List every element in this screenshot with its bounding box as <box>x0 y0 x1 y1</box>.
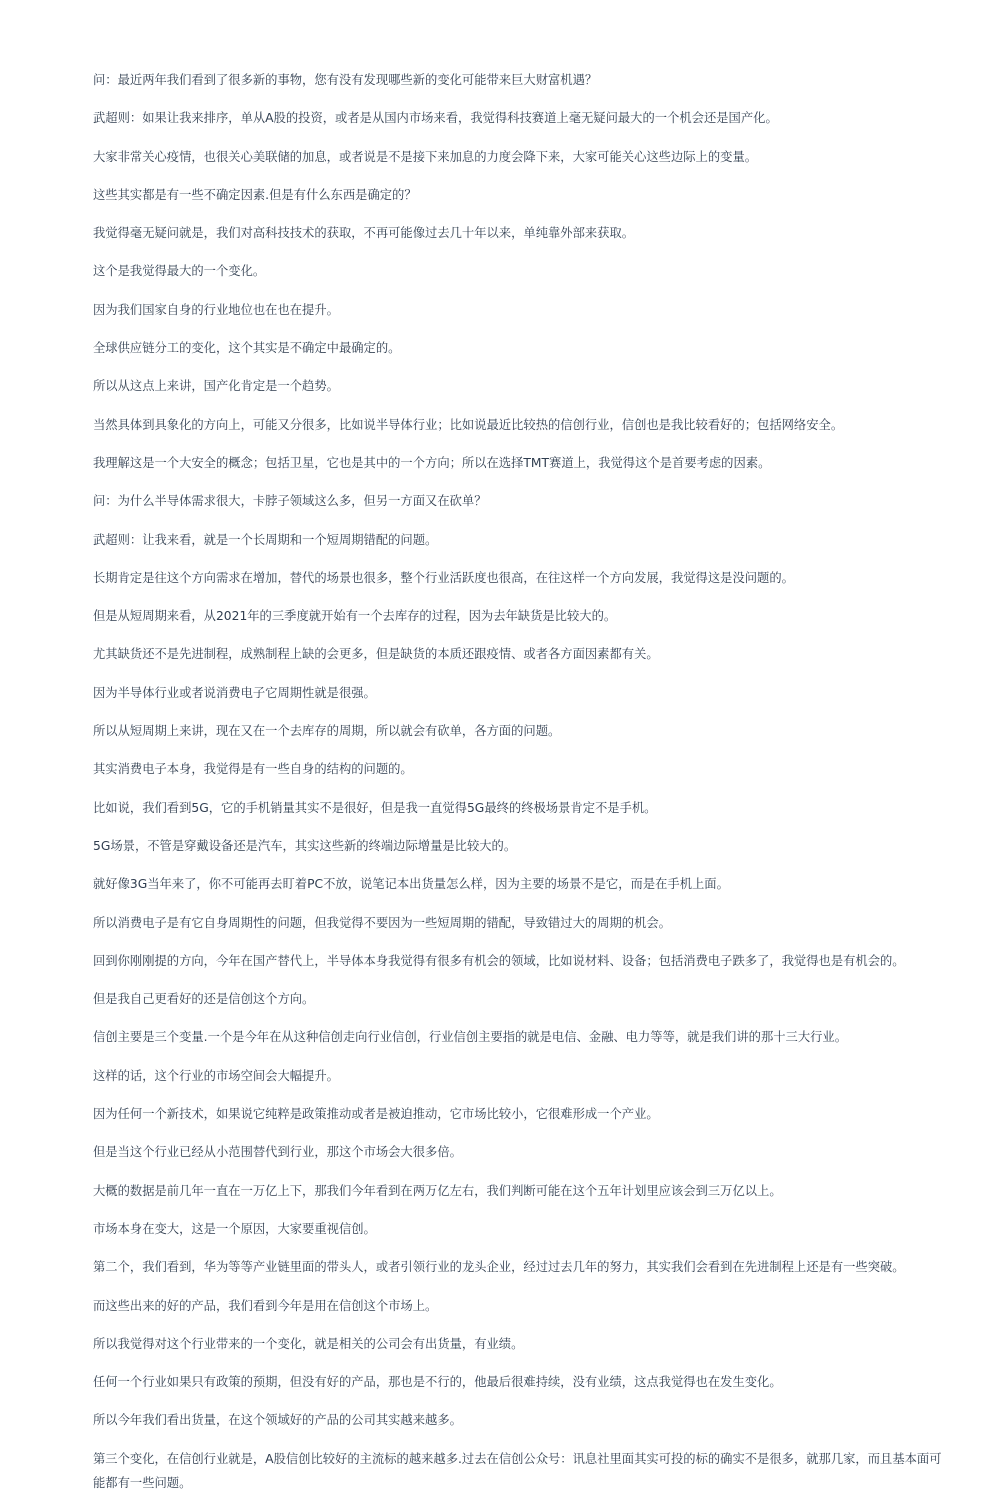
paragraph: 大概的数据是前几年一直在一万亿上下，那我们今年看到在两万亿左右，我们判断可能在这个五年计划里应该会到三万亿以上。 <box>93 1183 782 1198</box>
paragraph: 我觉得毫无疑问就是，我们对高科技技术的获取，不再可能像过去几十年以来，单纯靠外部来获取。 <box>93 226 635 241</box>
paragraph: 任何一个行业如果只有政策的预期，但没有好的产品，那也是不行的，他最后很难持续，没有业绩，这点我觉得也在发生变化。 <box>93 1375 782 1390</box>
paragraph: 所以消费电子是有它自身周期性的问题，但我觉得不要因为一些短周期的错配，导致错过大的周期的机会。 <box>93 915 671 930</box>
paragraph: 回到你刚刚提的方向，今年在国产替代上，半导体本身我觉得有很多有机会的领域，比如说材料、设备；包括消费电子跌多了，我觉得也是有机会的。 <box>93 953 905 968</box>
paragraph: 5G场景，不管是穿戴设备还是汽车，其实这些新的终端边际增量是比较大的。 <box>93 838 517 853</box>
paragraph-answer-1: 武超则：如果让我来排序，单从A股的投资，或者是从国内市场来看，我觉得科技赛道上毫无疑问最大的一个机会还是国产化。 <box>93 111 778 126</box>
paragraph: 但是当这个行业已经从小范围替代到行业，那这个市场会大很多倍。 <box>93 1145 462 1160</box>
paragraph: 我理解这是一个大安全的概念；包括卫星，它也是其中的一个方向；所以在选择TMT赛道上，我觉得这个是首要考虑的因素。 <box>93 455 771 470</box>
paragraph: 所以今年我们看出货量，在这个领域好的产品的公司其实越来越多。 <box>93 1413 462 1428</box>
paragraph: 所以我觉得对这个行业带来的一个变化，就是相关的公司会有出货量，有业绩。 <box>93 1336 524 1351</box>
paragraph-answer-2: 武超则：让我来看，就是一个长周期和一个短周期错配的问题。 <box>93 532 438 547</box>
paragraph: 因为半导体行业或者说消费电子它周期性就是很强。 <box>93 685 376 700</box>
paragraph: 当然具体到具象化的方向上，可能又分很多，比如说半导体行业；比如说最近比较热的信创行业，信创也是我比较看好的；包括网络安全。 <box>93 417 844 432</box>
paragraph: 比如说，我们看到5G，它的手机销量其实不是很好，但是我一直觉得5G最终的终极场景肯定不是手机。 <box>93 800 657 815</box>
paragraph: 第二个，我们看到，华为等等产业链里面的带头人，或者引领行业的龙头企业，经过过去几年的努力，其实我们会看到在先进制程上还是有一些突破。 <box>93 1260 905 1275</box>
paragraph-question-1: 问：最近两年我们看到了很多新的事物，您有没有发现哪些新的变化可能带来巨大财富机遇？ <box>93 73 598 87</box>
paragraph: 全球供应链分工的变化，这个其实是不确定中最确定的。 <box>93 341 401 356</box>
paragraph: 所以从这点上来讲，国产化肯定是一个趋势。 <box>93 379 339 394</box>
document-body <box>93 68 945 1509</box>
paragraph: 所以从短周期上来讲，现在又在一个去库存的周期，所以就会有砍单，各方面的问题。 <box>93 724 561 739</box>
paragraph: 信创主要是三个变量.一个是今年在从这种信创走向行业信创，行业信创主要指的就是电信、金融、电力等等，就是我们讲的那十三大行业。 <box>93 1030 848 1045</box>
paragraph: 因为我们国家自身的行业地位也在也在提升。 <box>93 302 339 317</box>
paragraph: 这些其实都是有一些不确定因素.但是有什么东西是确定的？ <box>93 187 417 202</box>
paragraph: 市场本身在变大，这是一个原因，大家要重视信创。 <box>93 1221 376 1236</box>
paragraph: 但是从短周期来看，从2021年的三季度就开始有一个去库存的过程，因为去年缺货是比较大的。 <box>93 609 617 624</box>
paragraph: 因为任何一个新技术，如果说它纯粹是政策推动或者是被迫推动，它市场比较小，它很难形成一个产业。 <box>93 1107 659 1122</box>
paragraph: 大家非常关心疫情，也很关心美联储的加息，或者说是不是接下来加息的力度会降下来，大家可能关心这些边际上的变量。 <box>93 149 758 164</box>
paragraph: 这样的话，这个行业的市场空间会大幅提升。 <box>93 1068 339 1083</box>
paragraph: 而这些出来的好的产品，我们看到今年是用在信创这个市场上。 <box>93 1298 438 1313</box>
paragraph: 尤其缺货还不是先进制程，成熟制程上缺的会更多，但是缺货的本质还跟疫情、或者各方面因素都有关。 <box>93 647 659 662</box>
paragraph: 这个是我觉得最大的一个变化。 <box>93 264 266 279</box>
paragraph: 长期肯定是往这个方向需求在增加，替代的场景也很多，整个行业活跃度也很高，在往这样一个方向发展，我觉得这是没问题的。 <box>93 570 794 585</box>
paragraph: 其实消费电子本身，我觉得是有一些自身的结构的问题的。 <box>93 762 413 777</box>
paragraph: 就好像3G当年来了，你不可能再去盯着PC不放，说笔记本出货量怎么样，因为主要的场景不是它，而是在手机上面。 <box>93 877 729 892</box>
paragraph: 第三个变化，在信创行业就是，A股信创比较好的主流标的越来越多.过去在信创公众号：讯息社里面其实可投的标的确实不是很多，就那几家，而且基本面可能都有一些问题。 <box>93 1451 942 1490</box>
paragraph: 但是我自己更看好的还是信创这个方向。 <box>93 992 315 1007</box>
paragraph-question-2: 问：为什么半导体需求很大，卡脖子领域这么多，但另一方面又在砍单？ <box>93 494 487 509</box>
